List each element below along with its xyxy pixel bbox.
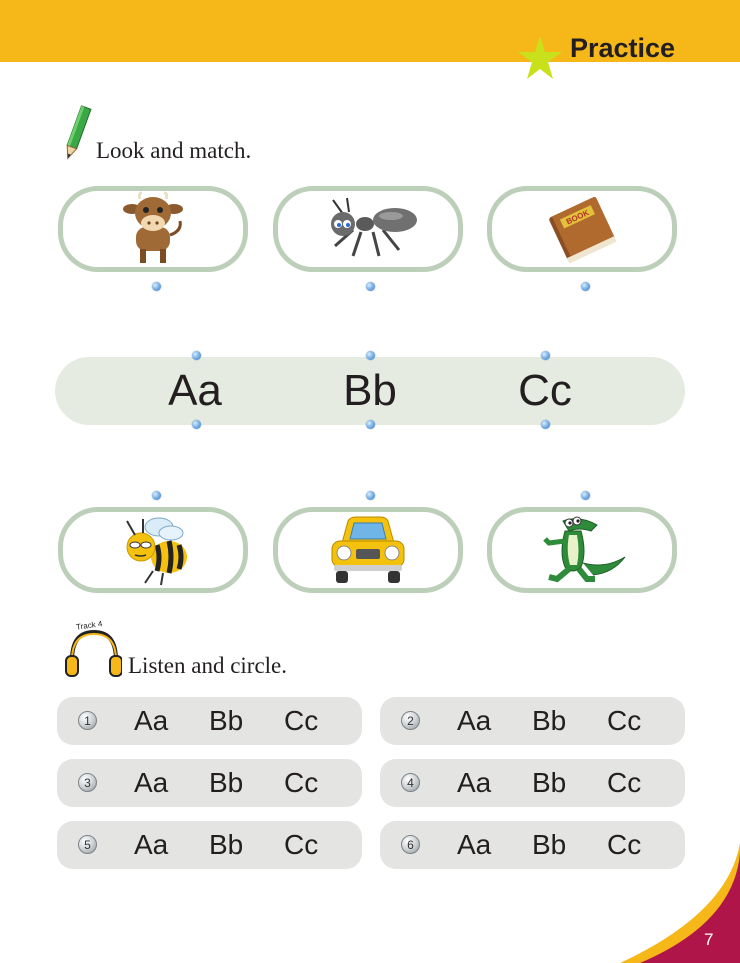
match-dot[interactable] bbox=[152, 282, 161, 291]
star-icon bbox=[516, 34, 564, 82]
item-number: 3 bbox=[78, 773, 97, 792]
match-dot[interactable] bbox=[541, 420, 550, 429]
pencil-icon bbox=[60, 104, 94, 162]
page-number: 7 bbox=[704, 930, 714, 949]
match-instruction: Look and match. bbox=[96, 138, 252, 163]
corner-decoration bbox=[600, 843, 740, 963]
match-dot[interactable] bbox=[192, 420, 201, 429]
picture-card-bee[interactable] bbox=[58, 507, 248, 593]
match-dot[interactable] bbox=[366, 420, 375, 429]
picture-card-crocodile[interactable] bbox=[487, 507, 677, 593]
option-cc[interactable]: Cc bbox=[607, 705, 642, 736]
picture-card-cow[interactable] bbox=[58, 186, 248, 272]
svg-text:BOOK: BOOK bbox=[564, 208, 591, 227]
option-bb[interactable]: Bb bbox=[209, 705, 244, 736]
option-bb[interactable]: Bb bbox=[532, 829, 567, 860]
option-bb[interactable]: Bb bbox=[532, 705, 567, 736]
option-cc[interactable]: Cc bbox=[284, 829, 319, 860]
option-aa[interactable]: Aa bbox=[134, 767, 169, 798]
option-aa[interactable]: Aa bbox=[457, 705, 492, 736]
match-dot[interactable] bbox=[152, 491, 161, 500]
track-label: Track 4 bbox=[75, 619, 103, 632]
option-cc[interactable]: Cc bbox=[284, 705, 319, 736]
match-dot[interactable] bbox=[192, 351, 201, 360]
book-icon bbox=[542, 193, 622, 265]
option-cc[interactable]: Cc bbox=[607, 829, 642, 860]
page-title: Practice bbox=[570, 33, 676, 63]
ant-icon bbox=[313, 194, 423, 264]
option-aa[interactable]: Aa bbox=[457, 767, 492, 798]
option-aa[interactable]: Aa bbox=[134, 705, 169, 736]
item-number: 1 bbox=[78, 711, 97, 730]
match-dot[interactable] bbox=[541, 351, 550, 360]
option-bb[interactable]: Bb bbox=[532, 767, 567, 798]
item-number: 4 bbox=[401, 773, 420, 792]
match-dot[interactable] bbox=[581, 282, 590, 291]
option-cc[interactable]: Cc bbox=[284, 767, 319, 798]
bee-icon bbox=[113, 513, 193, 587]
listen-instruction: Listen and circle. bbox=[128, 653, 288, 678]
match-dot[interactable] bbox=[366, 351, 375, 360]
item-number: 6 bbox=[401, 835, 420, 854]
item-number: 5 bbox=[78, 835, 97, 854]
option-bb[interactable]: Bb bbox=[209, 829, 244, 860]
option-aa[interactable]: Aa bbox=[457, 829, 492, 860]
match-dot[interactable] bbox=[366, 282, 375, 291]
option-cc[interactable]: Cc bbox=[607, 767, 642, 798]
car-icon bbox=[326, 513, 410, 587]
crocodile-icon bbox=[535, 513, 629, 587]
item-number: 2 bbox=[401, 711, 420, 730]
picture-card-book[interactable] bbox=[487, 186, 677, 272]
picture-card-car[interactable] bbox=[273, 507, 463, 593]
option-aa[interactable]: Aa bbox=[134, 829, 169, 860]
letter-cc: Cc bbox=[518, 366, 572, 415]
letter-bb: Bb bbox=[343, 366, 397, 415]
picture-card-ant[interactable] bbox=[273, 186, 463, 272]
match-dot[interactable] bbox=[581, 491, 590, 500]
cow-icon bbox=[118, 191, 188, 267]
match-dot[interactable] bbox=[366, 491, 375, 500]
option-bb[interactable]: Bb bbox=[209, 767, 244, 798]
letter-aa: Aa bbox=[168, 366, 222, 415]
